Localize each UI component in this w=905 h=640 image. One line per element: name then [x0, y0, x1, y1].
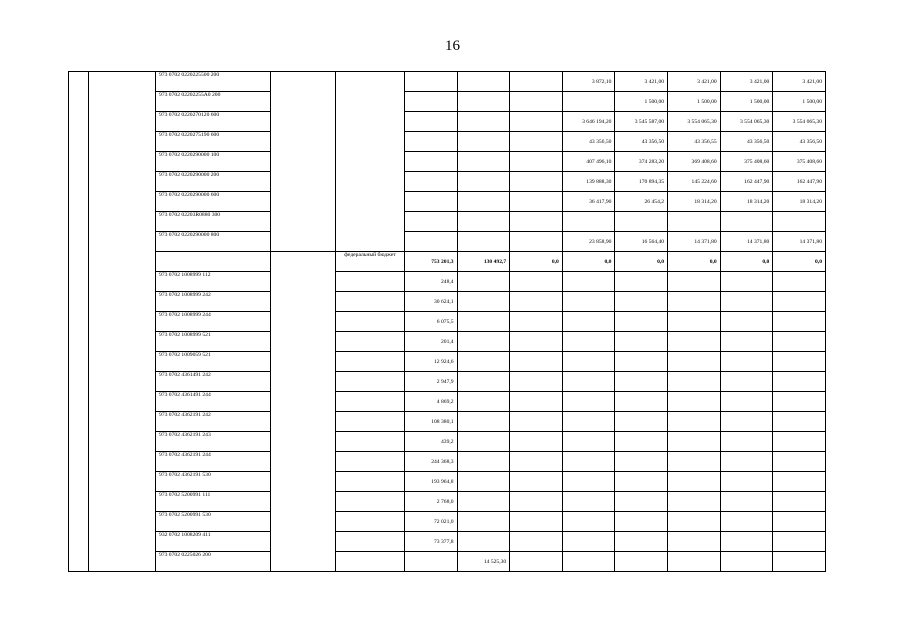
value-cell: 18 314,20: [720, 192, 773, 212]
value-cell: 170 894,35: [615, 172, 668, 192]
value-cell: 3 545 587,00: [615, 112, 668, 132]
blank-column: [89, 72, 156, 572]
empty-cell: [720, 372, 773, 392]
table-row: [69, 112, 826, 132]
empty-cell: [773, 532, 826, 552]
value-cell: 3 421,00: [773, 72, 826, 92]
value-cell: 14 371,80: [668, 232, 721, 252]
empty-cell: [668, 452, 721, 472]
empty-cell: [668, 332, 721, 352]
empty-cell: [668, 532, 721, 552]
table-row: [69, 512, 826, 532]
empty-cell: [336, 332, 405, 352]
value-cell: [510, 192, 563, 212]
budget-code: 973 0702 4362191 243: [156, 432, 271, 452]
empty-cell: [562, 352, 615, 372]
empty-cell: [457, 372, 510, 392]
value-cell: [404, 72, 457, 92]
empty-cell: [773, 332, 826, 352]
empty-cell: [336, 432, 405, 452]
value-cell: [404, 172, 457, 192]
value-cell: 3 421,00: [720, 72, 773, 92]
empty-cell: [615, 472, 668, 492]
empty-cell: [457, 452, 510, 472]
value-cell: 145 224,60: [668, 172, 721, 192]
value-cell: 73 377,8: [404, 532, 457, 552]
empty-cell: [720, 512, 773, 532]
budget-code: 973 0702 0220290000 100: [156, 152, 271, 172]
empty-cell: [562, 472, 615, 492]
value-cell: [404, 232, 457, 252]
value-cell: [404, 92, 457, 112]
value-cell: [510, 172, 563, 192]
value-cell: [457, 92, 510, 112]
empty-cell: [668, 372, 721, 392]
value-cell: 18 314,20: [773, 192, 826, 212]
value-cell: 1 500,00: [720, 92, 773, 112]
total-value-cell: 0,0: [562, 252, 615, 272]
value-cell: [457, 72, 510, 92]
empty-cell: [562, 432, 615, 452]
table-row: [69, 172, 826, 192]
value-cell: [457, 112, 510, 132]
value-cell: 3 421,00: [668, 72, 721, 92]
table-row: [69, 72, 826, 92]
budget-code: 973 0702 0220290000 200: [156, 172, 271, 192]
empty-cell: [615, 312, 668, 332]
empty-cell: [510, 452, 563, 472]
empty-cell: [510, 332, 563, 352]
value-cell: 3 646 194,20: [562, 112, 615, 132]
empty-cell: [720, 452, 773, 472]
empty-cell: [457, 492, 510, 512]
value-cell: [457, 192, 510, 212]
empty-cell: [510, 552, 563, 572]
value-cell: 14 371,80: [720, 232, 773, 252]
table-row: [69, 132, 826, 152]
empty-cell: [510, 392, 563, 412]
empty-cell: [615, 452, 668, 472]
value-cell: 162 447,90: [720, 172, 773, 192]
empty-cell: [615, 532, 668, 552]
empty-cell: [720, 312, 773, 332]
table-row: [69, 492, 826, 512]
empty-cell: [773, 352, 826, 372]
value-cell: 30 624,1: [404, 292, 457, 312]
value-cell: 23 858,90: [562, 232, 615, 252]
empty-cell: [720, 272, 773, 292]
value-cell: [510, 92, 563, 112]
value-cell: [562, 92, 615, 112]
empty-cell: [562, 412, 615, 432]
empty-cell: [773, 412, 826, 432]
empty-cell: [457, 472, 510, 492]
value-cell: 139 888,30: [562, 172, 615, 192]
empty-cell: [773, 432, 826, 452]
blank-column: [271, 72, 336, 252]
value-cell: 14 371,80: [773, 232, 826, 252]
empty-cell: [773, 392, 826, 412]
empty-cell: [615, 432, 668, 452]
empty-cell: [457, 352, 510, 372]
empty-cell: [668, 272, 721, 292]
budget-code: 973 0702 0220275190 600: [156, 132, 271, 152]
blank-column: [336, 72, 405, 252]
value-cell: 43 356,50: [615, 132, 668, 152]
budget-code: 973 0702 0225026 200: [156, 552, 271, 572]
empty-cell: [615, 272, 668, 292]
total-value-cell: 0,0: [668, 252, 721, 272]
budget-code: 973 0702 1009059 521: [156, 352, 271, 372]
empty-cell: [457, 432, 510, 452]
empty-cell: [773, 552, 826, 572]
value-cell: [457, 232, 510, 252]
value-cell: 4 869,2: [404, 392, 457, 412]
empty-cell: [336, 272, 405, 292]
empty-cell: [668, 392, 721, 412]
empty-cell: [562, 312, 615, 332]
value-cell: 201,4: [404, 332, 457, 352]
value-cell: 162 447,90: [773, 172, 826, 192]
budget-code: 973 0702 5200991 111: [156, 492, 271, 512]
table-row: [69, 292, 826, 312]
empty-cell: [720, 432, 773, 452]
value-cell: [510, 212, 563, 232]
empty-cell: [773, 452, 826, 472]
value-cell: [668, 212, 721, 232]
empty-cell: [510, 372, 563, 392]
table-row: [69, 372, 826, 392]
empty-cell: [336, 312, 405, 332]
empty-cell: [562, 512, 615, 532]
empty-cell: [773, 272, 826, 292]
empty-cell: [720, 412, 773, 432]
empty-cell: [562, 532, 615, 552]
empty-cell: [773, 312, 826, 332]
budget-code: [156, 252, 271, 272]
budget-code: 973 0702 0220290000 800: [156, 232, 271, 252]
value-cell: [404, 152, 457, 172]
table-row: [69, 92, 826, 112]
value-cell: 43 356,55: [668, 132, 721, 152]
empty-cell: [668, 312, 721, 332]
blank-column: [271, 252, 336, 572]
empty-cell: [720, 392, 773, 412]
table-row: [69, 232, 826, 252]
empty-cell: [615, 352, 668, 372]
empty-cell: [457, 332, 510, 352]
empty-cell: [562, 492, 615, 512]
empty-cell: [336, 552, 405, 572]
empty-cell: [336, 392, 405, 412]
budget-code: 973 0702 1008999 244: [156, 312, 271, 332]
value-cell: 244 368,3: [404, 452, 457, 472]
table-row: [69, 452, 826, 472]
empty-cell: [562, 452, 615, 472]
value-cell: [457, 152, 510, 172]
empty-cell: [336, 452, 405, 472]
value-cell: 18 314,20: [668, 192, 721, 212]
budget-code: 973 0702 5200991 530: [156, 512, 271, 532]
empty-cell: [615, 292, 668, 312]
total-value-cell: 0,0: [773, 252, 826, 272]
page-number: 16: [445, 38, 460, 54]
value-cell: 12 924,6: [404, 352, 457, 372]
table-row: [69, 472, 826, 492]
value-cell: 407 496,10: [562, 152, 615, 172]
empty-cell: [668, 472, 721, 492]
budget-code: 973 0702 0220290000 600: [156, 192, 271, 212]
value-cell: 3 872,10: [562, 72, 615, 92]
federal-total-row: [69, 252, 826, 272]
budget-code: 932 0702 1008209 411: [156, 532, 271, 552]
value-cell: 1 500,00: [773, 92, 826, 112]
value-cell: 3 421,00: [615, 72, 668, 92]
budget-code: 973 0702 4361491 242: [156, 372, 271, 392]
value-cell: [404, 212, 457, 232]
empty-cell: [336, 352, 405, 372]
value-cell: 26 454,2: [615, 192, 668, 212]
total-value-cell: 0,0: [615, 252, 668, 272]
empty-cell: [336, 412, 405, 432]
empty-cell: [336, 492, 405, 512]
total-value-cell: 0,0: [510, 252, 563, 272]
empty-cell: [720, 292, 773, 312]
value-cell: 439,2: [404, 432, 457, 452]
value-cell: [510, 152, 563, 172]
empty-cell: [562, 272, 615, 292]
value-cell: [615, 212, 668, 232]
empty-cell: [668, 352, 721, 372]
empty-cell: [773, 292, 826, 312]
empty-cell: [510, 312, 563, 332]
budget-code: 973 0702 02202255А0 200: [156, 92, 271, 112]
table-row: [69, 392, 826, 412]
empty-cell: [773, 472, 826, 492]
empty-cell: [510, 512, 563, 532]
budget-code: 973 0702 1008999 242: [156, 292, 271, 312]
value-cell: 72 021,0: [404, 512, 457, 532]
table-row: [69, 312, 826, 332]
empty-cell: [668, 412, 721, 432]
table-row: [69, 152, 826, 172]
empty-cell: [510, 492, 563, 512]
value-cell: [562, 212, 615, 232]
total-value-cell: 130 492,7: [457, 252, 510, 272]
blank-column: [69, 72, 89, 572]
empty-cell: [562, 392, 615, 412]
budget-code: 973 0702 1008999 112: [156, 272, 271, 292]
value-cell: 248,4: [404, 272, 457, 292]
value-cell: [510, 72, 563, 92]
value-cell: 3 554 065,30: [773, 112, 826, 132]
budget-code: 973 0702 4362191 530: [156, 472, 271, 492]
empty-cell: [668, 552, 721, 572]
value-cell: 369 408,60: [668, 152, 721, 172]
budget-code: 973 0702 4362191 244: [156, 452, 271, 472]
empty-cell: [668, 492, 721, 512]
table-row: [69, 332, 826, 352]
table-row: [69, 352, 826, 372]
empty-cell: [668, 432, 721, 452]
empty-cell: [720, 352, 773, 372]
empty-cell: [510, 292, 563, 312]
value-cell: 36 417,90: [562, 192, 615, 212]
table-row: [69, 552, 826, 572]
budget-table: [68, 71, 826, 572]
value-cell: 3 554 065,30: [720, 112, 773, 132]
empty-cell: [720, 532, 773, 552]
empty-cell: [457, 312, 510, 332]
empty-cell: [457, 512, 510, 532]
empty-cell: [720, 332, 773, 352]
empty-cell: [336, 512, 405, 532]
value-cell: 43 356,50: [773, 132, 826, 152]
value-cell: 1 500,00: [615, 92, 668, 112]
value-cell: 108 380,1: [404, 412, 457, 432]
empty-cell: [668, 512, 721, 532]
value-cell: 43 356,50: [720, 132, 773, 152]
empty-cell: [562, 372, 615, 392]
empty-cell: [562, 552, 615, 572]
empty-cell: [457, 292, 510, 312]
empty-cell: [510, 352, 563, 372]
value-cell: 6 075,5: [404, 312, 457, 332]
empty-cell: [720, 472, 773, 492]
value-cell: [510, 112, 563, 132]
value-cell: [510, 232, 563, 252]
value-cell: [720, 212, 773, 232]
value-cell: [404, 112, 457, 132]
total-value-cell: 753 201,3: [404, 252, 457, 272]
empty-cell: [457, 392, 510, 412]
empty-cell: [720, 492, 773, 512]
funding-source-label: федеральный бюджет: [336, 252, 405, 272]
empty-cell: [615, 512, 668, 532]
value-cell: [457, 132, 510, 152]
empty-cell: [615, 492, 668, 512]
empty-cell: [615, 332, 668, 352]
empty-cell: [510, 272, 563, 292]
value-cell: [510, 132, 563, 152]
value-cell: [457, 172, 510, 192]
table-row: [69, 192, 826, 212]
budget-code: 973 0702 1008999 521: [156, 332, 271, 352]
empty-cell: [668, 292, 721, 312]
value-cell: 375 408,60: [773, 152, 826, 172]
value-cell: 14 525,30: [457, 552, 510, 572]
empty-cell: [720, 552, 773, 572]
empty-cell: [615, 392, 668, 412]
value-cell: [404, 192, 457, 212]
budget-code: 973 0702 0220225500 200: [156, 72, 271, 92]
value-cell: 43 356,50: [562, 132, 615, 152]
empty-cell: [510, 412, 563, 432]
empty-cell: [336, 472, 405, 492]
empty-cell: [615, 412, 668, 432]
empty-cell: [336, 372, 405, 392]
value-cell: 2 947,9: [404, 372, 457, 392]
empty-cell: [336, 532, 405, 552]
budget-code: 973 0702 4361491 244: [156, 392, 271, 412]
empty-cell: [615, 552, 668, 572]
value-cell: [457, 212, 510, 232]
empty-cell: [457, 272, 510, 292]
table-row: [69, 412, 826, 432]
budget-code: 973 0702 4362191 242: [156, 412, 271, 432]
empty-cell: [773, 372, 826, 392]
value-cell: 375 408,60: [720, 152, 773, 172]
value-cell: [404, 132, 457, 152]
value-cell: 193 964,8: [404, 472, 457, 492]
empty-cell: [615, 372, 668, 392]
empty-cell: [773, 512, 826, 532]
table-row: [69, 272, 826, 292]
empty-cell: [457, 412, 510, 432]
empty-cell: [404, 552, 457, 572]
total-value-cell: 0,0: [720, 252, 773, 272]
budget-code: 973 0702 02203R0880 300: [156, 212, 271, 232]
empty-cell: [457, 532, 510, 552]
empty-cell: [773, 492, 826, 512]
empty-cell: [562, 332, 615, 352]
empty-cell: [510, 472, 563, 492]
value-cell: 374 283,20: [615, 152, 668, 172]
value-cell: [773, 212, 826, 232]
empty-cell: [510, 532, 563, 552]
empty-cell: [336, 292, 405, 312]
empty-cell: [510, 432, 563, 452]
table-row: [69, 532, 826, 552]
value-cell: 3 554 065,30: [668, 112, 721, 132]
table-row: [69, 432, 826, 452]
empty-cell: [562, 292, 615, 312]
value-cell: 2 768,0: [404, 492, 457, 512]
budget-code: 973 0702 0220270120 600: [156, 112, 271, 132]
value-cell: 16 564,40: [615, 232, 668, 252]
table-row: [69, 212, 826, 232]
value-cell: 1 500,00: [668, 92, 721, 112]
